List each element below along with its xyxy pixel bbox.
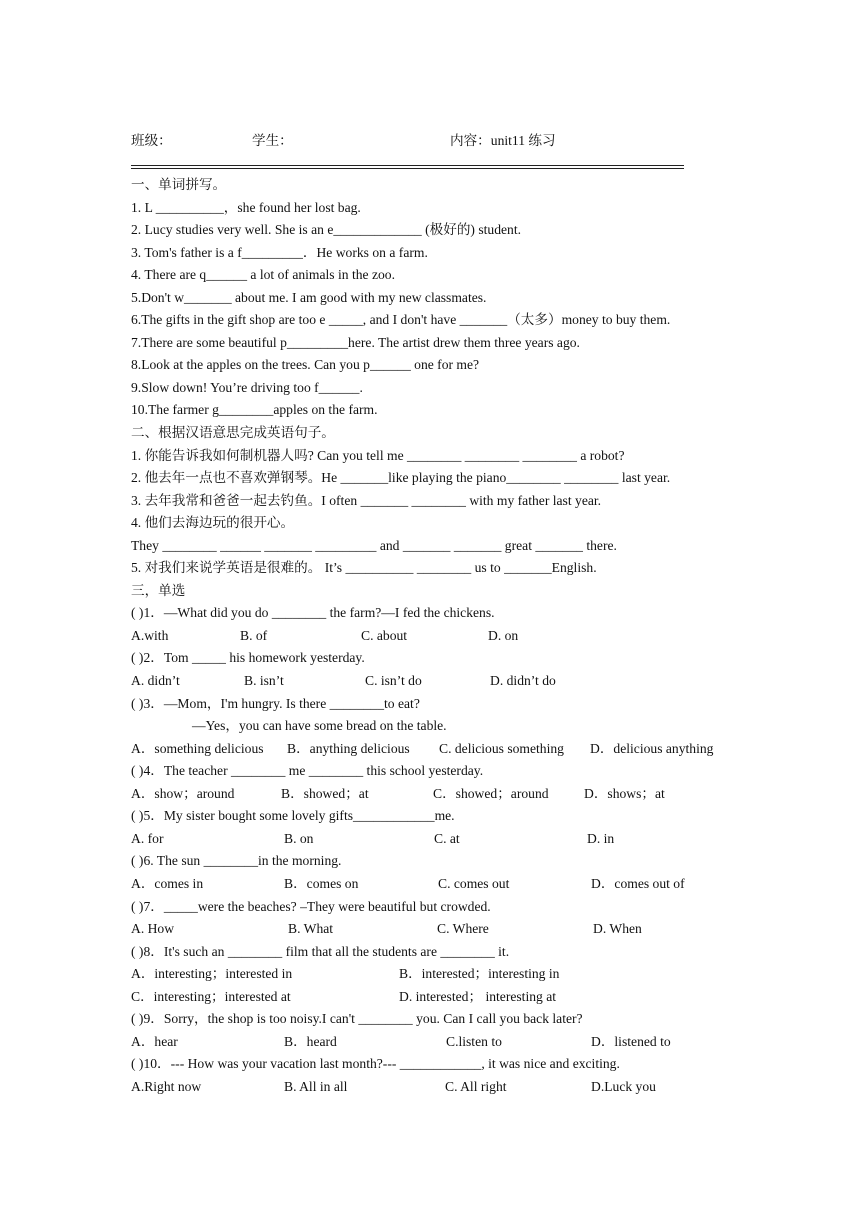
question-line: 5.Don't w_______ about me. I am good with my new classmates. [131,289,487,305]
question-line: They ________ ______ _______ _________ and _______ _______ great _______ there. [131,537,617,553]
option-d: D．shows；at [584,785,665,801]
section-title: 二、根据汉语意思完成英语句子。 [131,425,335,441]
option-b: B. isn’t [244,673,284,689]
option-b: B．interested；interesting in [399,966,560,982]
question-line: 4. 他们去海边玩的很开心。 [131,515,295,531]
mc-question-stem: ( )10．--- How was your vacation last month?--- ____________, it was nice and exciting. [131,1056,620,1072]
mc-question-stem: ( )9．Sorry，the shop is too noisy.I can't ________ you. Can I call you back later? [131,1011,583,1027]
option-c: C．interesting；interested at [131,988,291,1004]
mc-question-stem: ( )2．Tom _____ his homework yesterday. [131,650,365,666]
option-d: D. interested； interesting at [399,988,557,1004]
option-a: A. for [131,830,164,846]
option-c: C. All right [445,1078,507,1094]
mc-question-stem: ( )6. The sun ________in the morning. [131,853,342,869]
mc-options [131,1031,741,1054]
question-line: 5. 对我们来说学英语是很难的。 It’s __________ ________ us to _______English. [131,560,597,576]
question-line: 9.Slow down! You’re driving too f______. [131,379,363,395]
student-label: 学生： [252,133,293,148]
option-d: D. on [488,627,519,643]
mc-question-stem: ( )5．My sister bought some lovely gifts____________me. [131,808,455,824]
option-a: A．interesting；interested in [131,966,293,982]
mc-options [131,625,741,648]
option-a: A.Right now [131,1078,202,1094]
mc-options [131,738,741,761]
option-c: C. delicious something [439,740,564,756]
option-b: B. What [288,921,334,937]
option-c: C. at [434,830,460,846]
option-b: B．heard [284,1033,337,1049]
option-c: C. about [361,627,408,643]
section-title: 一、单词拼写。 [131,177,227,192]
mc-options [131,873,741,896]
option-c: C.listen to [446,1033,502,1049]
option-a: A．hear [131,1033,178,1049]
section-title: 三，单选 [131,582,186,598]
option-a: A．show；around [131,785,235,801]
option-a: A. How [131,921,175,937]
option-b: B．anything delicious [287,740,410,756]
header-divider-top [131,165,684,166]
question-line: 3. 去年我常和爸爸一起去钓鱼。I often _______ ________ with my father last year. [131,492,602,508]
question-line: 1. 你能告诉我如何制机器人吗? Can you tell me ________ ________ ________ a robot? [131,447,625,463]
question-line: 10.The farmer g________apples on the farm. [131,402,378,418]
option-c: C. isn’t do [365,673,422,689]
mc-options [131,828,741,851]
option-a: A．comes in [131,875,204,891]
mc-question-stem: ( )7．_____were the beaches? –They were beautiful but crowded. [131,898,491,914]
option-b: B. of [240,627,268,643]
mc-options [131,963,741,986]
class-label: 班级： [131,133,172,148]
option-d: D. in [587,830,615,846]
option-b: B．comes on [284,875,359,891]
mc-options [131,918,741,941]
question-line: 8.Look at the apples on the trees. Can you p______ one for me? [131,357,480,373]
mc-options [131,1076,741,1099]
option-d: D．listened to [591,1033,671,1049]
mc-question-stem: ( )4．The teacher ________ me ________ this school yesterday. [131,763,484,779]
worksheet-header [131,129,691,147]
option-d: D．delicious anything [590,740,714,756]
option-d: D. didn’t do [490,673,556,689]
mc-question-stem: ( )3．—Mom，I'm hungry. Is there ________to eat? [131,695,420,711]
option-a: A．something delicious [131,740,264,756]
option-a: A. didn’t [131,673,180,689]
mc-question-stem: ( )8．It's such an ________ film that all the students are ________ it. [131,943,510,959]
option-a: A.with [131,627,169,643]
option-d: D．comes out of [591,875,685,891]
option-d: D.Luck you [591,1078,656,1094]
worksheet-body [131,174,741,1098]
question-line: 7.There are some beautiful p_________here. The artist drew them three years ago. [131,334,580,350]
mc-options [131,986,741,1009]
mc-question-stem-continued: —Yes，you can have some bread on the table. [192,718,447,734]
question-line: 2. Lucy studies very well. She is an e_____________ (极好的) student. [131,222,522,238]
mc-options [131,783,741,806]
content-label: 内容：unit11 练习 [450,133,556,148]
question-line: 2. 他去年一点也不喜欢弹钢琴。He _______like playing the piano________ ________ last year. [131,470,671,486]
question-line: 1. L __________，she found her lost bag. [131,199,361,215]
mc-options [131,670,741,693]
mc-question-stem: ( )1．—What did you do ________ the farm?—I fed the chickens. [131,605,495,621]
question-line: 4. There are q______ a lot of animals in the zoo. [131,267,395,283]
option-b: B. on [284,830,314,846]
option-c: C. comes out [438,875,510,891]
header-divider-bottom [131,168,684,169]
question-line: 6.The gifts in the gift shop are too e _____, and I don't have _______（太多）money to buy them. [131,312,671,328]
option-b: B. All in all [284,1078,348,1094]
option-c: C．showed；around [433,785,549,801]
question-line: 3. Tom's father is a f_________．He works on a farm. [131,244,428,260]
option-b: B．showed；at [281,785,369,801]
option-d: D. When [593,921,642,937]
option-c: C. Where [437,921,489,937]
